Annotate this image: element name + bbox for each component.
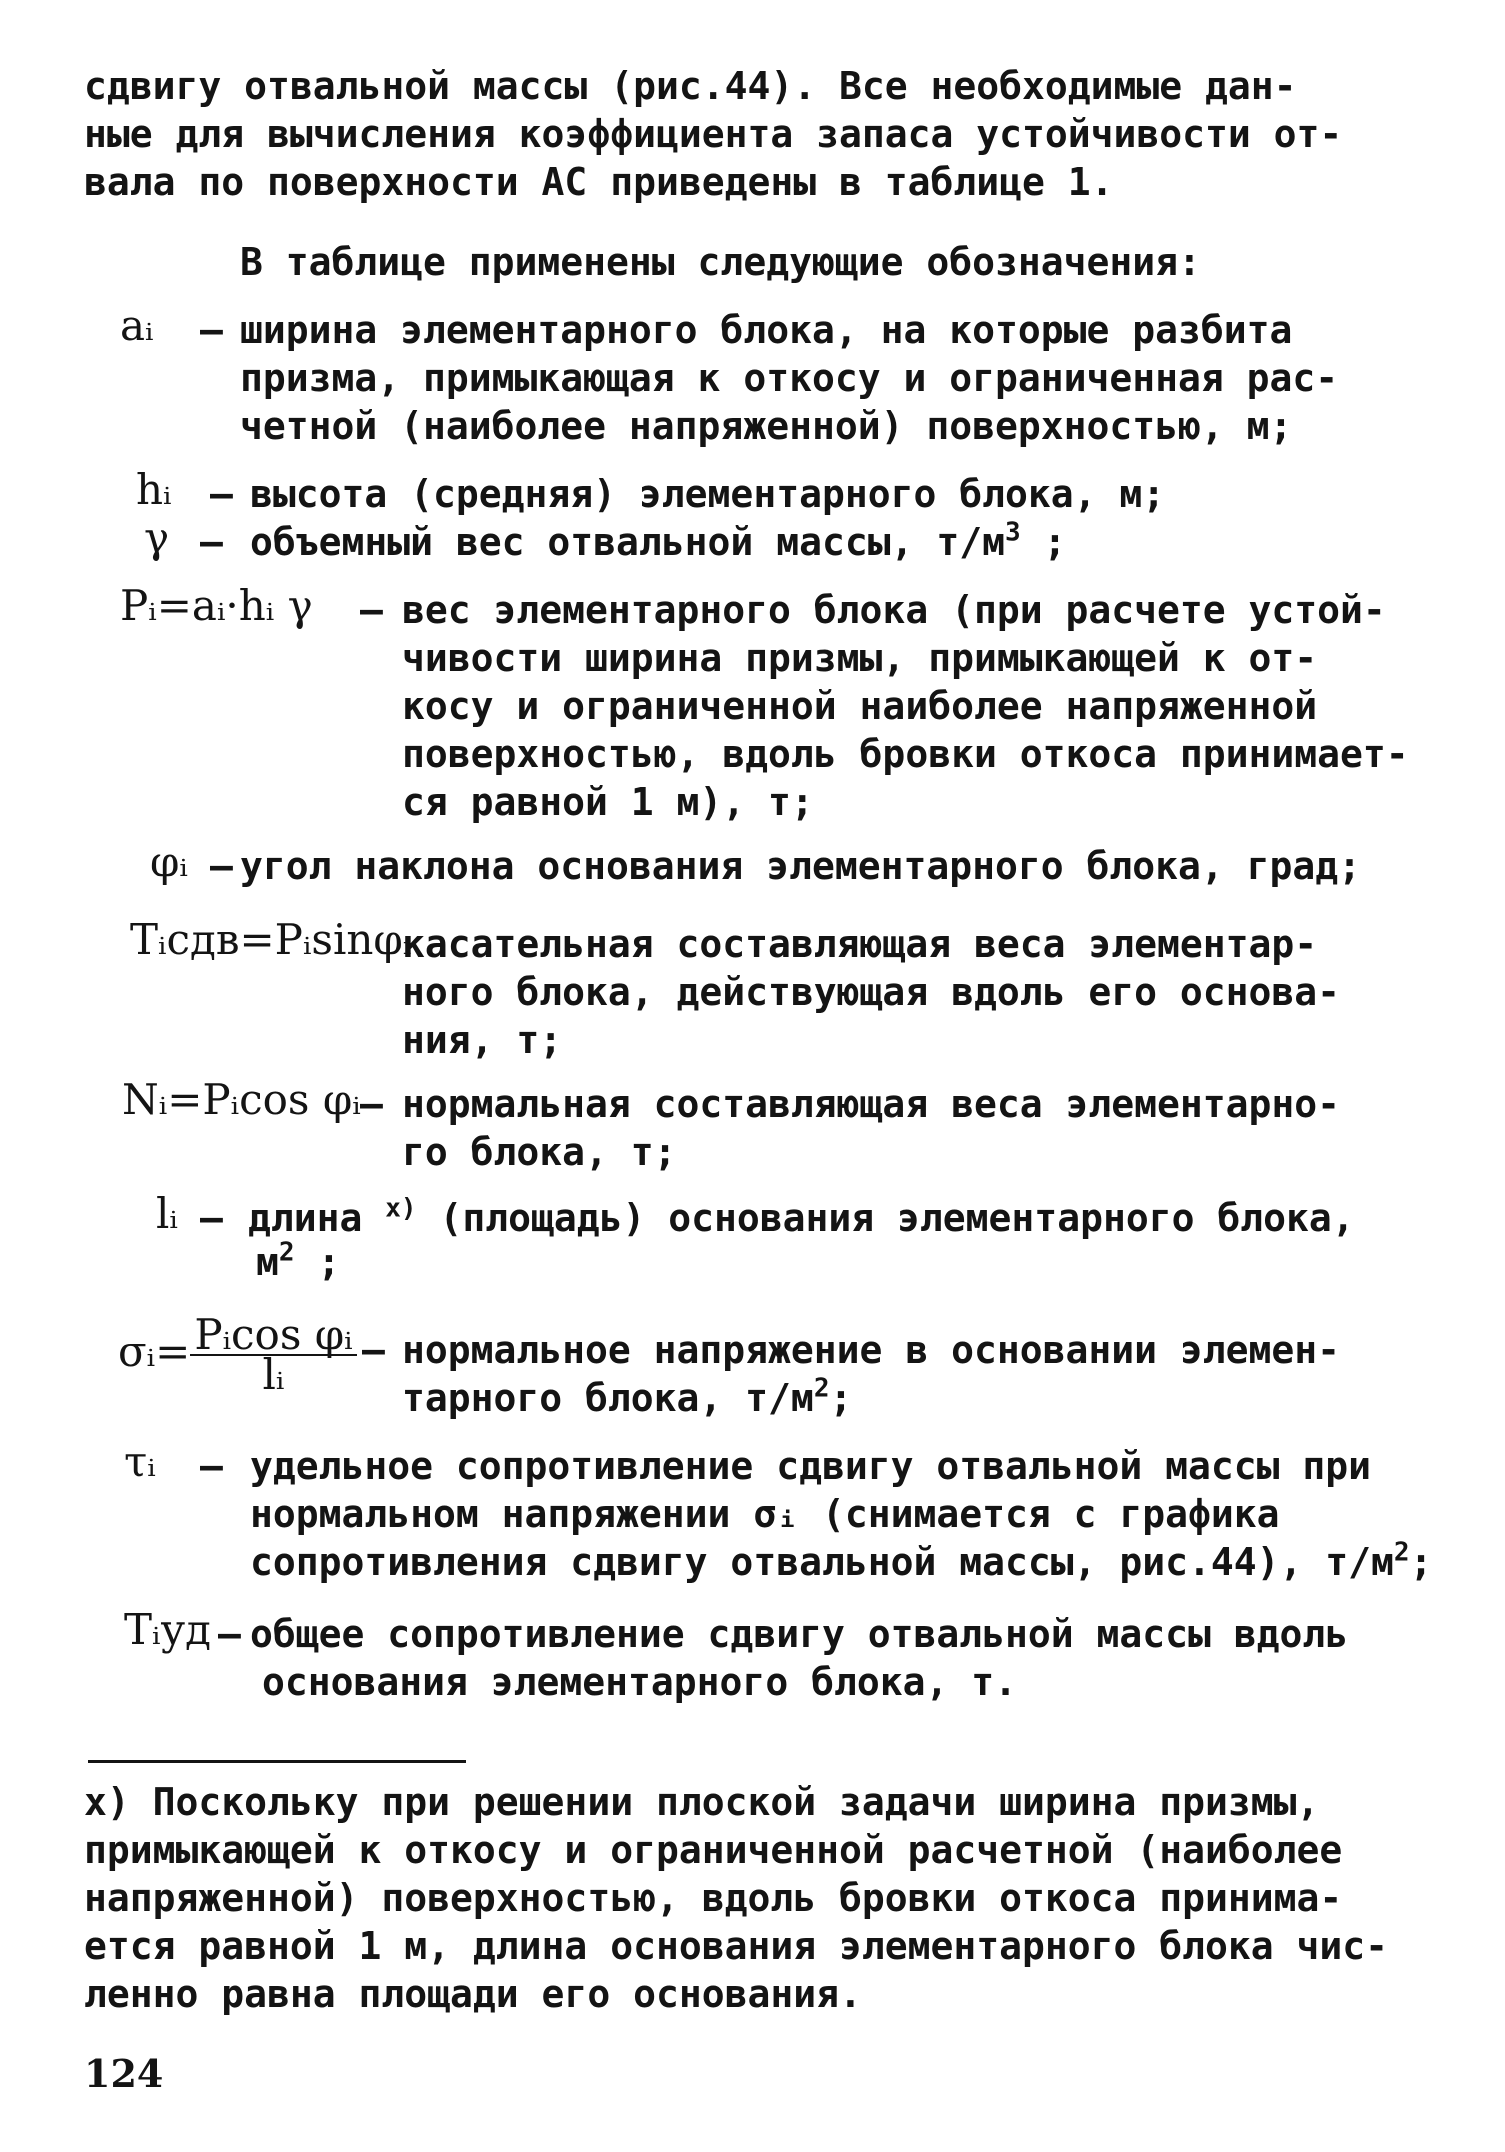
definition-text: ширина элементарного блока, на которые разбита — [240, 308, 1293, 352]
definition-text: го блока, т; — [402, 1130, 677, 1174]
symbol: Pᵢ=aᵢ·hᵢ γ — [120, 581, 313, 630]
notation-heading: В таблице применены следующие обозначения: — [240, 240, 1201, 284]
definition-text: удельное сопротивление сдвигу отвальной массы при — [250, 1444, 1372, 1488]
superscript: 2 — [1393, 1537, 1410, 1568]
symbol: τᵢ — [124, 1437, 156, 1486]
definition-text: основания элементарного блока, т. — [262, 1660, 1017, 1704]
definition-text: ся равной 1 м), т; — [402, 780, 814, 824]
symbol: σᵢ= — [118, 1327, 191, 1376]
footnote-line: ется равной 1 м, длина основания элементарного блока чис- — [84, 1924, 1389, 1968]
footnote-line: напряженной) поверхностью, вдоль бровки откоса принима- — [84, 1876, 1343, 1920]
intro-line: сдвигу отвальной массы (рис.44). Все необходимые дан- — [84, 64, 1297, 108]
definition-text: поверхностью, вдоль бровки откоса принимает- — [402, 732, 1409, 776]
footnote-marker: x) — [385, 1193, 417, 1224]
definition-text: чивости ширина призмы, примыкающей к от- — [402, 636, 1318, 680]
footnote-line: ленно равна площади его основания. — [84, 1972, 862, 2016]
definition-text: ного блока, действующая вдоль его основа- — [402, 970, 1340, 1014]
symbol: φᵢ — [150, 837, 188, 886]
definition-text: угол наклона основания элементарного блока, град; — [240, 844, 1362, 888]
symbol: γ — [144, 513, 170, 562]
intro-line: ные для вычисления коэффициента запаса устойчивости от- — [84, 112, 1343, 156]
definition-text: четной (наиболее напряженной) поверхностью, м; — [240, 404, 1293, 448]
definition-text: касательная составляющая веса элементар- — [402, 922, 1318, 966]
superscript: 2 — [813, 1373, 830, 1404]
symbol: Nᵢ=Pᵢcos φᵢ — [122, 1075, 361, 1124]
definition-text: косу и ограниченной наиболее напряженной — [402, 684, 1318, 728]
symbol: hᵢ — [136, 465, 172, 514]
footnote-line: примыкающей к откосу и ограниченной расчетной (наиболее — [84, 1828, 1343, 1872]
symbol: Tᵢсдв=Pᵢsinφᵢ — [130, 915, 412, 964]
footnote-line: x) Поскольку при решении плоской задачи ширина призмы, — [84, 1780, 1320, 1824]
definition-text: нормальная составляющая веса элементарно- — [402, 1082, 1340, 1126]
definition-text: призма, примыкающая к откосу и ограниченная рас- — [240, 356, 1339, 400]
symbol: aᵢ — [120, 301, 154, 350]
definition-text: нормальном напряжении σᵢ (снимается с графика — [250, 1492, 1280, 1536]
fraction: $\frac{\text{Pᵢcos φᵢ}}{\text{lᵢ}}$ — [190, 1316, 356, 1394]
page-number: 124 — [84, 2051, 164, 2096]
footnote-divider — [88, 1760, 466, 1763]
superscript: 2 — [278, 1237, 295, 1268]
definition-text: общее сопротивление сдвигу отвальной массы вдоль — [250, 1612, 1349, 1656]
intro-line: вала по поверхности АС приведены в таблице 1. — [84, 160, 1114, 204]
definition-text: высота (средняя) элементарного блока, м; — [250, 472, 1166, 516]
definition-text: объемный вес отвальной массы, т/м — [250, 520, 1005, 564]
definition-text: длина — [248, 1196, 363, 1240]
superscript: 3 — [1004, 517, 1021, 548]
definition-text: вес элементарного блока (при расчете устой- — [402, 588, 1386, 632]
definition-text: нормальное напряжение в основании элемен- — [402, 1328, 1340, 1372]
symbol: lᵢ — [156, 1189, 178, 1238]
definition-text: ния, т; — [402, 1018, 563, 1062]
symbol: Tᵢуд — [124, 1605, 212, 1654]
